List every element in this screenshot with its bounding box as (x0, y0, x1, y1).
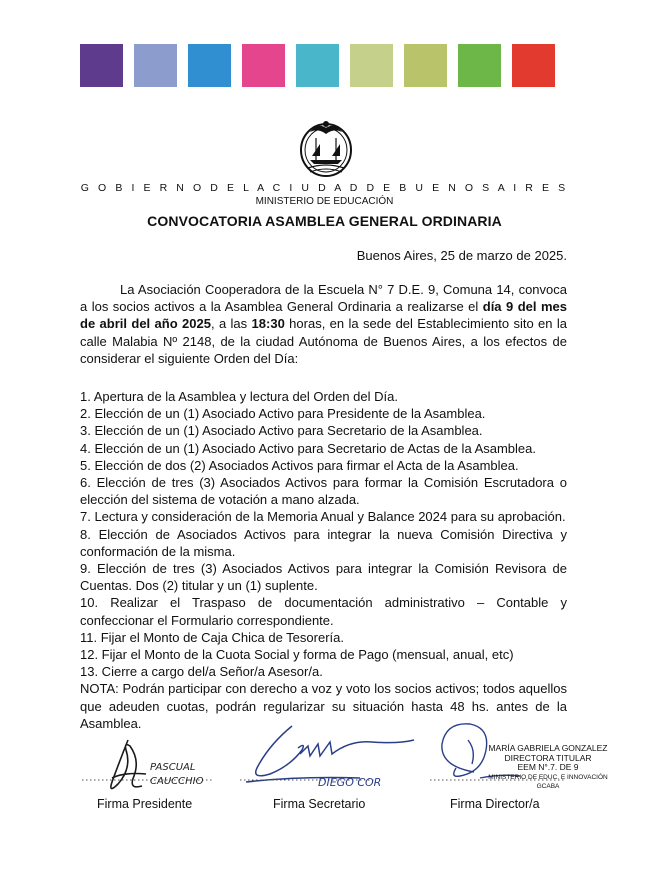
secretary-signature (246, 726, 414, 782)
secretary-signature-label: Firma Secretario (273, 797, 366, 811)
color-swatch (188, 44, 231, 87)
intro-paragraph (80, 281, 567, 367)
date-line: Buenos Aires, 25 de marzo de 2025. (356, 248, 567, 263)
agenda-item: 7. Lectura y consideración de la Memoria Anual y Balance 2024 para su aprobación. (80, 509, 566, 525)
color-swatch (404, 44, 447, 87)
color-swatch (458, 44, 501, 87)
agenda-item: 8. Elección de Asociados Activos para integrar la nueva Comisión Directiva y conformación de la misma. (80, 526, 567, 559)
agenda-item: 1. Apertura de la Asamblea y lectura del Orden del Día. (80, 389, 398, 404)
agenda-item: 6. Elección de tres (3) Asociados Activos para formar la Comisión Escrutadora o elección del sistema de votación a mano alzada. (80, 475, 567, 508)
note-paragraph: NOTA: Podrán participar con derecho a voz y voto los socios activos; todos aquellos que adeuden cuotas, podrán regularizar su situación hasta 48 hs. antes de la Asamblea. (80, 681, 567, 731)
agenda-item: 13. Cierre a cargo del/a Señor/a Asesor/a. (80, 664, 323, 680)
intro-text: , a las (210, 316, 252, 332)
document-title: CONVOCATORIA ASAMBLEA GENERAL ORDINARIA (147, 213, 502, 229)
color-swatch (350, 44, 393, 87)
agenda-item: 12. Fijar el Monto de la Cuota Social y forma de Pago (mensual, anual, etc) (80, 647, 514, 663)
color-swatch (134, 44, 177, 87)
government-name: G O B I E R N O D E L A C I U D A D D E B U E N O S A I R E S (80, 182, 569, 194)
agenda-item: 10. Realizar el Traspaso de documentación administrativo – Contable y confeccionar el Formulario correspondiente. (80, 595, 567, 628)
color-swatch (512, 44, 555, 87)
president-handwriting: PASCUAL (150, 762, 196, 773)
director-signature-label: Firma Director/a (450, 797, 540, 811)
intro-text: horas, en la sede del Establecimiento sito en la calle Malabia Nº 2148, de la ciudad Autónoma de Buenos Aires, a los efectos de considerar el siguiente Orden del Día: (80, 316, 567, 366)
agenda-item: 11. Fijar el Monto de Caja Chica de Tesorería. (80, 629, 344, 645)
president-signature-label: Firma Presidente (97, 797, 193, 811)
agenda-list (80, 388, 567, 732)
stamp-name: MARÍA GABRIELA GONZALEZ (488, 743, 608, 753)
color-swatch-bar (80, 44, 555, 87)
agenda-item: 9. Elección de tres (3) Asociados Activos para integrar la Comisión Revisora de Cuentas. Dos (2) titular y un (1) suplente. (80, 561, 567, 594)
president-signature (111, 740, 146, 789)
agenda-item: 5. Elección de dos (2) Asociados Activos para firmar el Acta de la Asamblea. (80, 457, 519, 473)
stamp-ministry: MINISTERIO DE EDUC. E INNOVACIÓN GCABA (488, 773, 608, 790)
secretary-handwriting: DIEGO COR (318, 776, 382, 789)
stamp-school: EEM N°.7. DE 9 (517, 762, 579, 772)
color-swatch (296, 44, 339, 87)
agenda-item: 2. Elección de un (1) Asociado Activo para Presidente de la Asamblea. (80, 406, 486, 422)
buenos-aires-coat-of-arms-logo (296, 116, 356, 178)
meeting-date: día 9 del mes de abril del año 2025 (80, 299, 567, 332)
meeting-time: 18:30 (251, 316, 285, 332)
government-header (0, 182, 649, 229)
president-handwriting: CAUCCHIO (150, 776, 204, 787)
ministry-name: MINISTERIO DE EDUCACIÓN (255, 196, 394, 207)
agenda-item: 4. Elección de un (1) Asociado Activo para Secretario de Actas de la Asamblea. (80, 440, 536, 456)
color-swatch (242, 44, 285, 87)
stamp-role: DIRECTORA TITULAR (504, 752, 592, 763)
color-swatch (80, 44, 123, 87)
agenda-item: 3. Elección de un (1) Asociado Activo para Secretario de la Asamblea. (80, 423, 483, 439)
director-stamp (478, 744, 618, 792)
intro-text: La Asociación Cooperadora de la Escuela N° 7 D.E. 9, Comuna 14, convoca a los socios activos a la Asamblea General Ordinaria a realizarse el (80, 282, 567, 315)
signature-area (0, 720, 649, 830)
